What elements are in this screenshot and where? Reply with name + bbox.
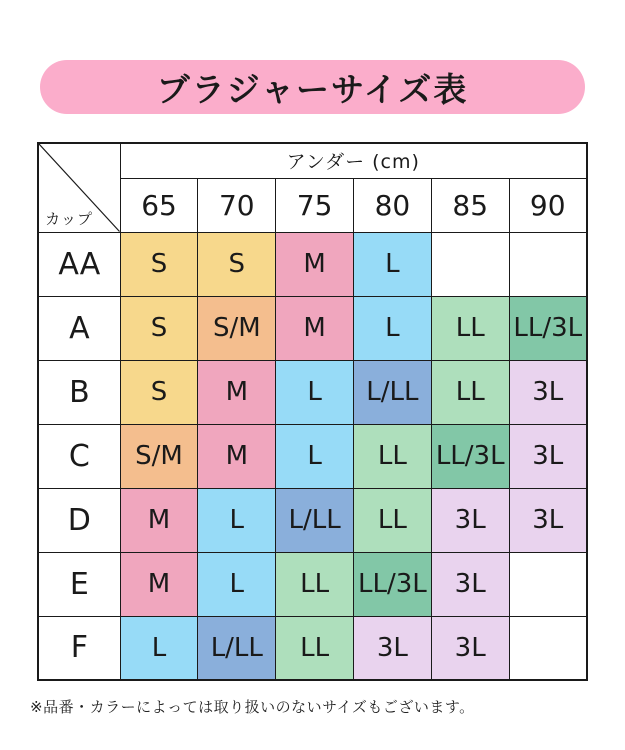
corner-cell [38, 143, 120, 232]
size-cell: M [120, 488, 198, 552]
size-cell: M [198, 360, 276, 424]
size-cell: 3L [509, 488, 587, 552]
size-cell: S [198, 232, 276, 296]
size-cell: S/M [120, 424, 198, 488]
size-cell: L/LL [198, 616, 276, 680]
cup-row-label: B [38, 360, 120, 424]
size-cell [509, 616, 587, 680]
table-row-a [38, 296, 587, 360]
size-cell: 3L [431, 552, 509, 616]
cup-row-label: E [38, 552, 120, 616]
size-cell: M [276, 296, 354, 360]
size-cell: LL [431, 296, 509, 360]
size-cell: L [198, 488, 276, 552]
size-cell: L [354, 232, 432, 296]
size-cell: S/M [198, 296, 276, 360]
size-cell: 3L [354, 616, 432, 680]
page-title: ブラジャーサイズ表 [156, 69, 469, 109]
size-cell: LL/3L [509, 296, 587, 360]
size-cell: 3L [509, 424, 587, 488]
size-cell: L/LL [276, 488, 354, 552]
table-row-d [38, 488, 587, 552]
footnote: ※品番・カラーによっては取り扱いのないサイズもございます。 [30, 698, 475, 716]
size-cell: LL [276, 616, 354, 680]
size-cell: M [276, 232, 354, 296]
size-cell: LL/3L [354, 552, 432, 616]
size-cell: S [120, 360, 198, 424]
table-row-aa [38, 232, 587, 296]
column-header-row [38, 178, 587, 232]
size-cell: LL/3L [431, 424, 509, 488]
size-cell: L [276, 424, 354, 488]
column-header-75: 75 [276, 178, 354, 232]
title-banner [40, 60, 585, 114]
cup-row-label: F [38, 616, 120, 680]
column-header-70: 70 [198, 178, 276, 232]
size-cell: S [120, 296, 198, 360]
table-row-e [38, 552, 587, 616]
under-header-row [38, 143, 587, 178]
size-cell [509, 552, 587, 616]
cup-row-label: A [38, 296, 120, 360]
size-cell: LL [354, 488, 432, 552]
cup-row-label: C [38, 424, 120, 488]
column-header-65: 65 [120, 178, 198, 232]
column-header-80: 80 [354, 178, 432, 232]
cup-row-label: AA [38, 232, 120, 296]
size-cell: L [198, 552, 276, 616]
under-axis-label: アンダー (cm) [120, 143, 587, 178]
size-cell: LL [354, 424, 432, 488]
table-row-f [38, 616, 587, 680]
cup-axis-label: カップ [45, 209, 93, 228]
size-cell: L/LL [354, 360, 432, 424]
size-cell [431, 232, 509, 296]
cup-row-label: D [38, 488, 120, 552]
size-cell: 3L [509, 360, 587, 424]
size-cell: LL [276, 552, 354, 616]
size-cell: 3L [431, 488, 509, 552]
column-header-85: 85 [431, 178, 509, 232]
size-cell: L [120, 616, 198, 680]
size-cell: M [198, 424, 276, 488]
size-cell: L [354, 296, 432, 360]
column-header-90: 90 [509, 178, 587, 232]
size-cell: M [120, 552, 198, 616]
size-cell: L [276, 360, 354, 424]
table-row-c [38, 424, 587, 488]
size-cell [509, 232, 587, 296]
bra-size-table [37, 142, 588, 681]
table-row-b [38, 360, 587, 424]
size-cell: S [120, 232, 198, 296]
size-cell: LL [431, 360, 509, 424]
size-cell: 3L [431, 616, 509, 680]
